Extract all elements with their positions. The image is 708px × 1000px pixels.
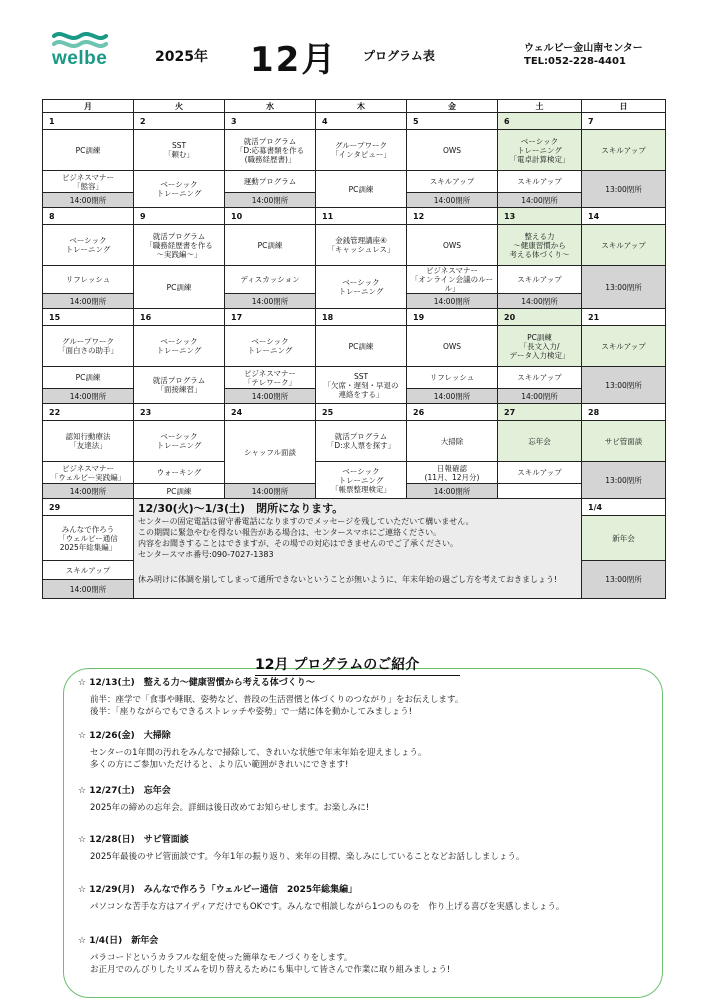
am-program: OWS [407, 130, 498, 171]
am-program: 大掃除 [407, 421, 498, 462]
day-number: 26 [407, 404, 498, 421]
am-program: PC訓練 「長文入力/ データ入力検定」 [498, 326, 582, 367]
program-calendar [42, 99, 666, 599]
pm-program: 運動プログラム [225, 171, 316, 193]
closing-time: 14:00閉所 [43, 484, 134, 499]
closing-time: 14:00閉所 [407, 193, 498, 208]
closing-time: 14:00閉所 [43, 294, 134, 309]
day-number: 2 [134, 113, 225, 130]
pm-program: スキルアップ [407, 171, 498, 193]
pm-program: ビジネスマナー 「態容」 [43, 171, 134, 193]
closing-time: 14:00閉所 [498, 193, 582, 208]
am-program: 認知行動療法 「友達法」 [43, 421, 134, 462]
am-program: PC訓練 [316, 326, 407, 367]
weekday-header: 木 [316, 100, 407, 113]
pm-program: リフレッシュ [407, 367, 498, 389]
day-number: 9 [134, 208, 225, 225]
am-program: 就活プログラム 「職務経歴書を作る ～実践編～」 [134, 225, 225, 266]
closing-time: 14:00閉所 [407, 484, 498, 499]
closing-time: 14:00閉所 [498, 389, 582, 404]
pm-program: PC訓練 [43, 367, 134, 389]
pm-program: ビジネスマナー 「オンライン会議のルール」 [407, 266, 498, 294]
am-program: スキルアップ [582, 225, 666, 266]
day-number: 11 [316, 208, 407, 225]
pm-program: PC訓練 [134, 266, 225, 309]
intro-item-heading: ☆ 12/29(月) みんなで作ろう「ウェルビー通信 2025年総集編」 [78, 885, 358, 895]
pm-program-row [43, 266, 666, 294]
day-number: 1/4 [582, 499, 666, 516]
am-program: ベーシック トレーニング 「電卓計算検定」 [498, 130, 582, 171]
day-number: 21 [582, 309, 666, 326]
am-program: 忘年会 [498, 421, 582, 462]
day-number: 24 [225, 404, 316, 421]
day-number: 13 [498, 208, 582, 225]
day-number: 7 [582, 113, 666, 130]
date-row [43, 113, 666, 130]
pm-program: スキルアップ [498, 266, 582, 294]
closing-time: 14:00閉所 [225, 193, 316, 208]
day-number: 4 [316, 113, 407, 130]
day-number: 27 [498, 404, 582, 421]
year-label: 2025年 [155, 49, 208, 65]
am-program: 就活プログラム 「D:応募書類を作る (職務経歴書)」 [225, 130, 316, 171]
weekday-header: 金 [407, 100, 498, 113]
day-number: 22 [43, 404, 134, 421]
pm-program: スキルアップ [43, 561, 134, 580]
am-program: グループワーク 「面白さの助手」 [43, 326, 134, 367]
logo-text: welbe [52, 48, 108, 69]
pm-program: 日報確認 (11月、12月分) [407, 462, 498, 484]
pm-program: SST 「欠席・遅刻・早退の 連絡をする」 [316, 367, 407, 404]
day-number: 20 [498, 309, 582, 326]
closing-time: 14:00閉所 [225, 294, 316, 309]
pm-program: ベーシック トレーニング 「帳票整理検定」 [316, 462, 407, 499]
closing-time: 14:00閉所 [407, 294, 498, 309]
am-program: 金銭管理講座④ 「キャッシュレス」 [316, 225, 407, 266]
day-number: 12 [407, 208, 498, 225]
pm-program: スキルアップ [498, 367, 582, 389]
intro-item [78, 675, 678, 718]
notice-title: 12/30(火)～1/3(土) 閉所になります。 [138, 502, 344, 515]
intro-item-body: 2025年最後のサビ管面談です。今年1年の振り返り、来年の目標、楽しみにしていることなどお話ししましょう。 [90, 852, 525, 862]
am-program: OWS [407, 326, 498, 367]
date-row [43, 208, 666, 225]
day-number: 14 [582, 208, 666, 225]
weekday-header-row [43, 100, 666, 113]
am-program: シャッフル面談 [225, 421, 316, 484]
closing-time: 13:00閉所 [582, 367, 666, 404]
last-week-date-row [43, 499, 666, 516]
intro-item-heading: ☆ 12/27(土) 忘年会 [78, 786, 171, 796]
day-number: 6 [498, 113, 582, 130]
pm-program-row [43, 367, 666, 389]
closing-time: 13:00閉所 [582, 462, 666, 499]
am-program: サビ管面談 [582, 421, 666, 462]
notice-body: センターの固定電話は留守番電話になりますのでメッセージを残していただいて構いません。 この期間に緊急やむを得ない報告がある場合は、センタースマホにご連絡ください。 内容をお聞きすることはできますが、その場での対応はできませんのでご了承ください。 センタースマホ番号:090-7027-1383 [138, 517, 474, 559]
closing-time: 14:00閉所 [43, 580, 134, 599]
intro-item-body: パラコードというカラフルな紐を使った簡単なモノづくりをします。 お正月でのんびりしたリズムを切り替えるためにも集中して皆さんで作業に取り組みましょう! [90, 953, 451, 975]
closing-time: 14:00閉所 [407, 389, 498, 404]
intro-item-heading: ☆ 12/28(日) サビ管面談 [78, 835, 189, 845]
date-row [43, 404, 666, 421]
closure-notice [134, 499, 582, 599]
pm-program: リフレッシュ [43, 266, 134, 294]
closing-time: 14:00閉所 [225, 389, 316, 404]
day-number: 29 [43, 499, 134, 516]
intro-item-body: パソコンな苦手な方はアイディアだけでもOKです。みんなで相談しながら1つのものを 作り上げる喜びを実感しましょう。 [90, 902, 565, 912]
wave-logo-icon [52, 30, 108, 50]
day-number: 18 [316, 309, 407, 326]
am-program: PC訓練 [43, 130, 134, 171]
am-program-row [43, 326, 666, 367]
am-program: ベーシック トレーニング [43, 225, 134, 266]
intro-item [78, 882, 678, 913]
am-program: 就活プログラム 「D:求人票を探す」 [316, 421, 407, 462]
welbe-logo [52, 30, 112, 70]
intro-item-body: センターの1年間の汚れをみんなで掃除して、きれいな状態で年末年始を迎えましょう。 多くの方にご参加いただけると、より広い範囲がきれいにできます! [90, 748, 427, 770]
weekday-header: 月 [43, 100, 134, 113]
pm-program-row [43, 462, 666, 484]
am-program: OWS [407, 225, 498, 266]
am-program: グループワーク 「インタビュー」 [316, 130, 407, 171]
pm-program: ベーシック トレーニング [316, 266, 407, 309]
intro-item-heading: ☆ 12/13(土) 整える力～健康習慣から考える体づくり～ [78, 678, 315, 688]
day-number: 8 [43, 208, 134, 225]
intro-item [78, 728, 678, 771]
intro-item-body: 前半：座学で「食事や睡眠、姿勢など、普段の生活習慣と体づくりのつながり」をお伝えします。 後半：「座りながらでもできるストレッチや姿勢」で一緒に体を動かしてみましょう! [90, 695, 464, 717]
day-number: 15 [43, 309, 134, 326]
am-program-row [43, 130, 666, 171]
am-program-row [43, 421, 666, 462]
day-number: 10 [225, 208, 316, 225]
day-number: 28 [582, 404, 666, 421]
pm-program: ビジネスマナー 「ウェルビー実践編」 [43, 462, 134, 484]
am-program: ベーシック トレーニング [225, 326, 316, 367]
closing-time: 14:00閉所 [498, 294, 582, 309]
day-number: 25 [316, 404, 407, 421]
pm-program: スキルアップ [498, 171, 582, 193]
day-number: 23 [134, 404, 225, 421]
am-program: 整える力 ～健康習慣から 考える体づくり～ [498, 225, 582, 266]
pm-program: ベーシック トレーニング [134, 171, 225, 208]
am-program: みんなで作ろう 「ウェルビー通信 2025年総集編」 [43, 516, 134, 561]
weekday-header: 日 [582, 100, 666, 113]
center-name: ウェルビー金山南センター [524, 43, 643, 54]
pm-program: スキルアップ [498, 462, 582, 484]
am-program: SST 「頼む」 [134, 130, 225, 171]
weekday-header: 水 [225, 100, 316, 113]
pm-program: ディスカッション [225, 266, 316, 294]
am-program: 新年会 [582, 516, 666, 561]
day-number: 5 [407, 113, 498, 130]
month-title: 12月 [250, 40, 338, 80]
am-program: スキルアップ [582, 326, 666, 367]
intro-item-heading: ☆ 12/26(金) 大掃除 [78, 731, 171, 741]
closing-time: 14:00閉所 [43, 389, 134, 404]
pm-program: ビジネスマナー 「テレワーク」 [225, 367, 316, 389]
notice-foot: 休み明けに体調を崩してしまって通所できないということが無いように、年末年始の過ごし方を考えておきましょう! [138, 575, 558, 584]
center-info [524, 42, 643, 68]
am-program: PC訓練 [225, 225, 316, 266]
am-program-row [43, 225, 666, 266]
am-program: ベーシック トレーニング [134, 421, 225, 462]
pm-program: 就活プログラム 「面接練習」 [134, 367, 225, 404]
center-tel: TEL:052-228-4401 [524, 56, 626, 67]
intro-item [78, 933, 678, 976]
day-number: 19 [407, 309, 498, 326]
closing-time: 13:00閉所 [582, 171, 666, 208]
day-number: 17 [225, 309, 316, 326]
am-program: スキルアップ [582, 130, 666, 171]
day-number: 1 [43, 113, 134, 130]
closing-time: PC訓練 [134, 484, 225, 499]
pm-program: PC訓練 [316, 171, 407, 208]
day-number: 3 [225, 113, 316, 130]
pm-program-row [43, 171, 666, 193]
intro-item [78, 832, 678, 863]
day-number: 16 [134, 309, 225, 326]
weekday-header: 土 [498, 100, 582, 113]
intro-item-body: 2025年の締めの忘年会。詳細は後日改めてお知らせします。お楽しみに! [90, 803, 370, 813]
intro-item [78, 783, 678, 814]
am-program: ベーシック トレーニング [134, 326, 225, 367]
weekday-header: 火 [134, 100, 225, 113]
intro-title: 12月 プログラムのご紹介 [255, 654, 460, 676]
closing-time: 14:00閉所 [43, 193, 134, 208]
pm-program: ウォーキング [134, 462, 225, 484]
closing-time: 14:00閉所 [225, 484, 316, 499]
closing-time: 13:00閉所 [582, 561, 666, 599]
page-subtitle: プログラム表 [363, 49, 435, 63]
closing-time: 13:00閉所 [582, 266, 666, 309]
date-row [43, 309, 666, 326]
intro-item-heading: ☆ 1/4(日) 新年会 [78, 936, 159, 946]
